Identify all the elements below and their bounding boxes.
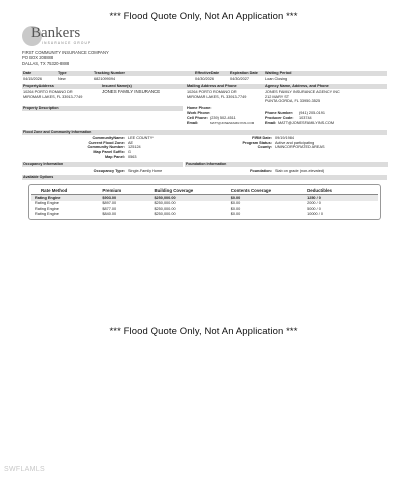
property-address-line1: 10264 PORTO ROMANO DR — [23, 90, 73, 95]
cell-phone-value: (239) 502-4511 — [210, 116, 236, 121]
current-flood-zone-value: AE — [128, 140, 134, 145]
company-logo — [22, 26, 387, 48]
current-flood-zone-label: Current Flood Zone: — [88, 140, 125, 145]
rate-option-row[interactable] — [31, 211, 378, 216]
agent-email-value: MATT@JONESFAMILYINS.COM — [278, 121, 335, 126]
quote-banner-bottom: *** Flood Quote Only, Not An Application *** — [109, 326, 298, 337]
property-description-label: Property Description — [23, 106, 59, 111]
rate-method-cell: Rating Engine — [35, 201, 59, 206]
work-phone-label: Work Phone: — [187, 111, 211, 116]
logo-wordmark: Bankers — [31, 25, 81, 41]
property-address-label: PropertyAddress — [23, 84, 54, 89]
type-label: Type — [58, 71, 67, 76]
date-label: Date — [23, 71, 32, 76]
contents-coverage-cell: $0.00 — [230, 206, 241, 211]
policy-header-values — [22, 76, 387, 84]
mailing-address-line1: 10264 PORTO ROMANO DR — [187, 90, 237, 95]
agency-address — [265, 90, 340, 104]
premium-cell: $903.00 — [100, 195, 152, 201]
deductibles-cell: 1250 / 0 — [305, 195, 378, 201]
rate-method-cell: Rating Engine — [35, 212, 59, 217]
map-panel-suffix-label: Map Panel Suffix: — [93, 150, 125, 154]
agent-phone-value: (941) 205-0191 — [299, 111, 325, 116]
agent-email-label: Email: — [265, 121, 277, 126]
rates-header-row — [31, 186, 378, 195]
building-coverage-cell: $250,000.00 — [154, 206, 176, 211]
map-panel-suffix-value: G — [128, 150, 131, 154]
firm-date-value: 09/19/1984 — [275, 136, 295, 141]
premium-cell: $897.00 — [102, 201, 117, 206]
waiting-period-value: Loan Closing — [265, 77, 288, 82]
quote-banner-top: *** Flood Quote Only, Not An Application *** — [109, 11, 298, 22]
home-phone-label: Home Phone: — [187, 106, 212, 111]
company-address — [22, 50, 387, 66]
building-coverage-cell: $250,000.00 — [154, 212, 176, 217]
logo-subtitle: INSURANCE GROUP — [42, 41, 92, 45]
col-premium: Premium — [100, 186, 152, 195]
email-label: Email: — [187, 121, 199, 126]
premium-cell: $840.00 — [102, 212, 117, 217]
flood-zone-title: Flood Zone and Community Information — [23, 130, 92, 135]
foundation-label: Foundation: — [250, 168, 272, 173]
foundation-title: Foundation Information — [186, 162, 227, 167]
premium-cell: $877.00 — [102, 206, 117, 211]
county-label: County: — [257, 145, 272, 150]
mailing-address-label: Mailing Address and Phone — [187, 84, 237, 89]
agency-name: JONES FAMILY INSURANCE AGENCY INC — [265, 90, 340, 95]
flood-zone-right-values — [275, 136, 325, 150]
insured-names-label: Insured Name(s) — [102, 84, 132, 89]
type-value: New — [58, 77, 66, 82]
company-name: FIRST COMMUNITY INSURANCE COMPANY — [22, 50, 109, 55]
rate-method-cell: Rating Engine — [35, 206, 59, 211]
tracking-label: Tracking Number — [94, 71, 126, 76]
expiration-date-label: Expiration Date — [230, 71, 258, 76]
company-address-line2: DALLAS, TX 75320-8888 — [22, 60, 70, 66]
col-deductibles: Deductibles — [305, 186, 378, 195]
program-status-value: Active and participating — [275, 140, 315, 145]
available-options-title: Available Options — [23, 175, 54, 180]
mls-watermark: SWFLAMLS — [4, 466, 45, 473]
available-options-bar — [22, 175, 387, 180]
mailing-address-line2: MIROMAR LAKES, FL 33913-7749 — [187, 94, 247, 99]
contact-section — [22, 106, 387, 130]
flood-zone-left-labels — [22, 136, 125, 159]
col-rate-method: Rate Method — [31, 186, 100, 195]
deductibles-cell: 5000 / 0 — [307, 206, 321, 211]
agency-city: PUNTA GORDA, FL 33950-3525 — [265, 99, 321, 104]
parties-values — [22, 89, 387, 106]
rate-method-cell: Rating Engine — [31, 195, 100, 201]
community-name-label: CommunityName: — [92, 136, 125, 141]
property-address-line2: MIROMAR LAKES, FL 33913-7749 — [23, 94, 83, 99]
effective-date-label: EffectiveDate — [195, 71, 220, 76]
agency-street: 212 MARY ST — [265, 94, 290, 99]
community-name-value: LEE COUNTY* — [128, 136, 154, 141]
flood-zone-right-labels — [202, 136, 272, 150]
community-number-value: 125124 — [128, 145, 141, 150]
contents-coverage-cell: $0.00 — [229, 195, 305, 201]
col-contents-coverage: Contents Coverage — [229, 186, 305, 195]
foundation-value: Slab on grade (non-elevated) — [275, 168, 325, 173]
effective-date-value: 04/30/2026 — [195, 77, 215, 82]
deductibles-cell: 10000 / 0 — [307, 212, 323, 217]
contents-coverage-cell: $0.00 — [230, 212, 241, 217]
firm-date-label: FIRM Date: — [252, 136, 272, 141]
agency-label: Agency Name, Address, and Phone — [265, 84, 329, 89]
flood-zone-section — [22, 135, 387, 162]
col-building-coverage: Building Coverage — [152, 186, 228, 195]
building-coverage-cell: $250,000.00 — [154, 201, 176, 206]
occupancy-title: Occupancy Information — [23, 162, 64, 167]
flood-zone-left-values — [128, 136, 154, 159]
map-panel-label: Map Panel: — [104, 154, 125, 159]
mailing-address — [187, 90, 246, 99]
date-value: 04/15/2026 — [23, 77, 43, 82]
quote-document — [22, 26, 387, 220]
waiting-period-label: Waiting Period — [265, 71, 292, 76]
county-value: UNINCORPORATED AREAS — [275, 145, 325, 150]
deductibles-cell: 2000 / 0 — [307, 201, 321, 206]
tracking-value: 6821099094 — [94, 77, 116, 82]
property-address — [23, 90, 82, 99]
expiration-date-value: 04/30/2027 — [230, 77, 250, 82]
rates-table-container — [28, 184, 381, 220]
program-status-label: Program Status: — [242, 140, 272, 145]
producer-code-label: Producer Code: — [265, 116, 294, 121]
insured-name: JONES FAMILY INSURANCE — [102, 89, 161, 95]
contents-coverage-cell: $0.00 — [230, 201, 241, 206]
building-coverage-cell: $250,000.00 — [152, 195, 228, 201]
email-value: MATT@JONESFAMILYINS.COM — [210, 121, 255, 126]
cell-phone-label: Cell Phone: — [187, 116, 208, 121]
company-address-line1: PO BOX 208888 — [22, 55, 54, 61]
occupancy-type-value: Single-Family Home — [128, 168, 163, 173]
property-description-bar — [22, 106, 183, 111]
rates-table — [31, 186, 378, 217]
agent-phone-label: Phone Number: — [265, 111, 294, 116]
occupancy-foundation-values — [22, 167, 387, 175]
occupancy-type-label: Occupancy Type: — [93, 168, 125, 173]
community-number-label: Community Number: — [87, 145, 125, 150]
producer-code-value: 103744 — [299, 116, 312, 121]
map-panel-value: 0563 — [128, 154, 137, 159]
